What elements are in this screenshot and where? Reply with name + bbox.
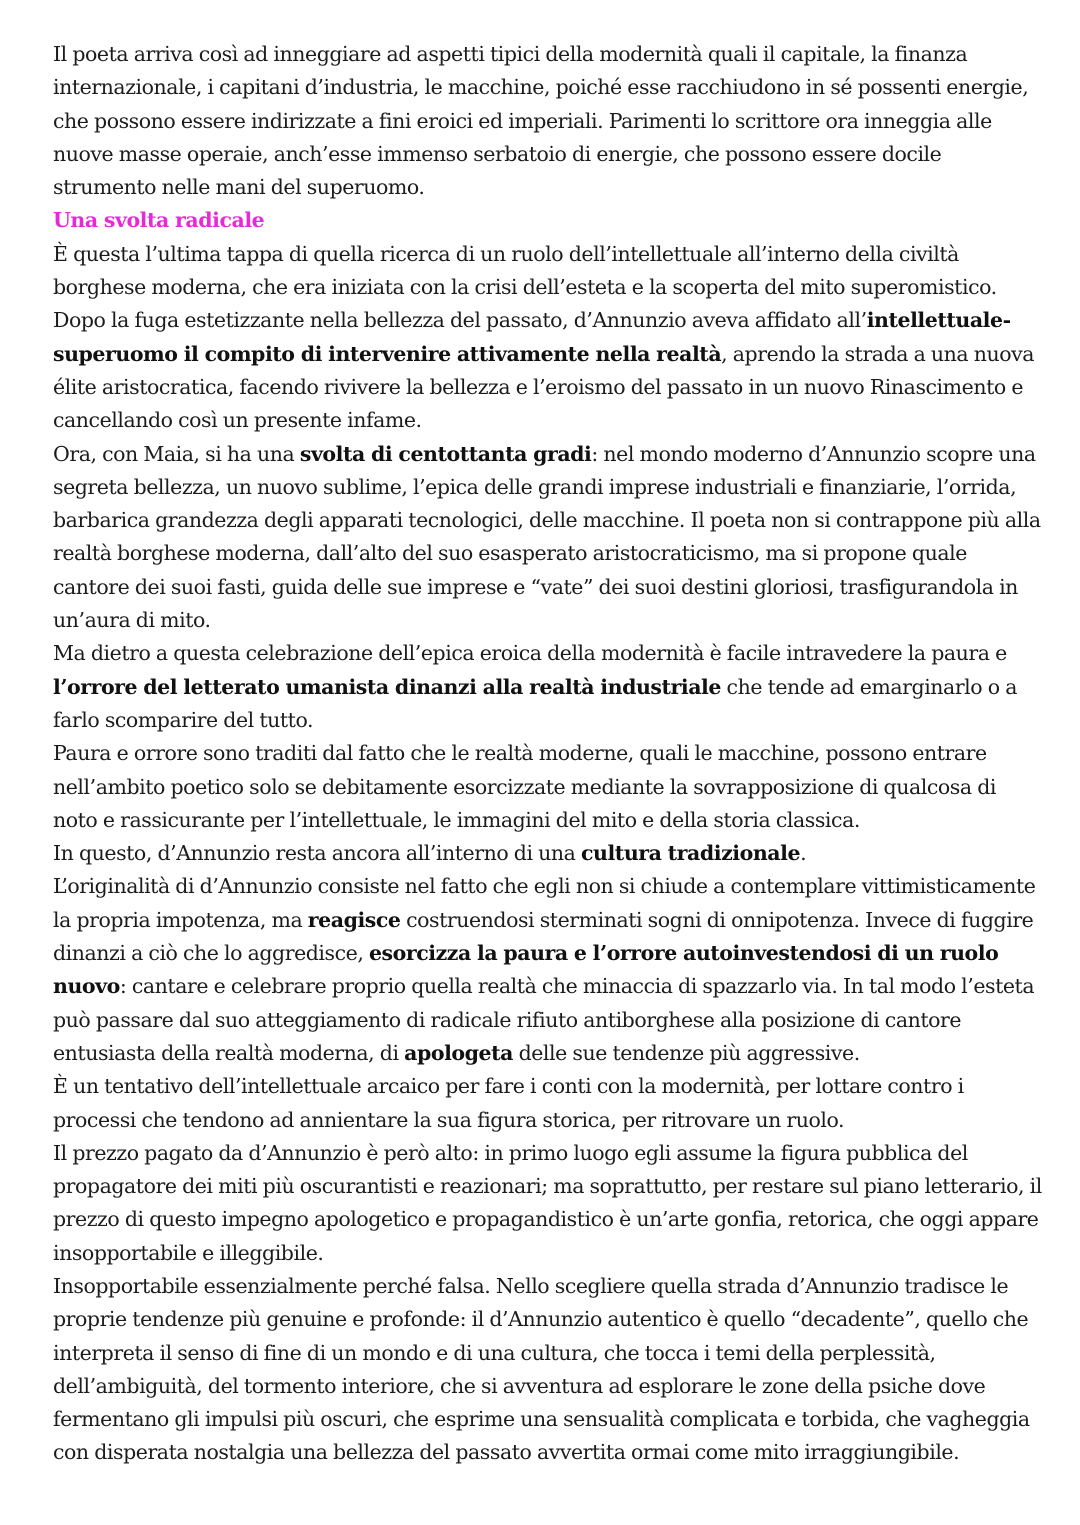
paragraph-tradition — [53, 837, 1043, 870]
text-run: : cantare e celebrare proprio quella realtà che minaccia di spazzarlo via. In tal modo l’esteta può passare dal suo atteggiamento di radicale rifiuto antiborghese alla posizione di cantore entusiasta della realtà moderna, di — [53, 974, 1035, 1065]
text-run: L’originalità di d’Annunzio consiste nel fatto che egli non si chiude a contemplare vittimisticamente la propria impotenza, ma — [53, 874, 1036, 932]
paragraph-superuomo — [53, 304, 1043, 437]
paragraph-maia — [53, 438, 1043, 638]
section-heading: Una svolta radicale — [53, 208, 265, 233]
bold-run: esorcizza la paura e l’orrore autoinvestendosi di un ruolo nuovo — [53, 941, 999, 999]
bold-run: reagisce — [307, 907, 401, 932]
bold-run: l’orrore del letterato umanista dinanzi alla realtà industriale — [53, 674, 721, 699]
bold-run: intellettuale-superuomo il compito di intervenire attivamente nella realtà — [53, 308, 1011, 366]
paragraph-exorcised: Paura e orrore sono traditi dal fatto che le realtà moderne, quali le macchine, possono entrare nell’ambito poetico solo se debitamente esorcizzate mediante la sovrapposizione di qualcosa di noto e rassicurante per l’intellettuale, le immagini del mito e della storia classica. — [53, 741, 996, 832]
text-run: che tende ad emarginarlo o a farlo scomparire del tutto. — [53, 674, 1017, 732]
text-run: : nel mondo moderno d’Annunzio scopre una segreta bellezza, un nuovo sublime, l’epica delle grandi imprese industriali e finanziarie, l’orrida, barbarica grandezza degli apparati tecnologici, delle macchine. Il poeta non si contrappone più alla realtà borghese moderna, dall’alto del suo esasperato aristocraticismo, ma si propone quale cantore dei suoi fasti, guida delle sue imprese e “vate” dei suoi destini gloriosi, trasfigurandola in un’aura di mito. — [53, 441, 1041, 633]
paragraph-attempt: È un tentativo dell’intellettuale arcaico per fare i conti con la modernità, per lottare contro i processi che tendono ad annientare la sua figura storica, per ritrovare un ruolo. — [53, 1074, 964, 1132]
text-run: , aprendo la strada a una nuova élite aristocratica, facendo rivivere la bellezza e l’eroismo del passato in un nuovo Rinascimento e cancellando così un presente infame. — [53, 341, 1035, 433]
text-run: Ora, con Maia, si ha una — [53, 441, 300, 466]
bold-run: apologeta — [404, 1040, 513, 1065]
paragraph-modernity: Il poeta arriva così ad inneggiare ad aspetti tipici della modernità quali il capitale, la finanza internazionale, i capitani d’industria, le macchine, poiché esse racchiudono in sé possenti energie, che possono essere indirizzate a fini eroici ed imperiali. Parimenti lo scrittore ora inneggia alle nuove masse operaie, anch’esse immenso serbatoio di energie, che possono essere docile strumento nelle mani del superuomo. — [53, 42, 1029, 200]
paragraph-last-stage: È questa l’ultima tappa di quella ricerca di un ruolo dell’intellettuale all’interno della civiltà borghese moderna, che era iniziata con la crisi dell’esteta e la scoperta del mito superomistico. — [53, 241, 997, 300]
text-run: . — [800, 841, 807, 866]
paragraph-price: Il prezzo pagato da d’Annunzio è però alto: in primo luogo egli assume la figura pubblica del propagatore dei miti più oscurantisti e reazionari; ma soprattutto, per restare sul piano letterario, il prezzo di questo impegno apologetico e propagandistico è un’arte gonfia, retorica, che oggi appare insopportabile e illeggibile. — [53, 1140, 1042, 1265]
bold-run: cultura tradizionale — [580, 841, 801, 866]
text-run: In questo, d’Annunzio resta ancora all’interno di una — [53, 841, 581, 866]
paragraph-originality — [53, 870, 1043, 1070]
bold-run: svolta di centottanta gradi — [299, 441, 592, 466]
paragraph-fear — [53, 637, 1043, 737]
text-run: costruendosi sterminati sogni di onnipotenza. Invece di fuggire dinanzi a ciò che lo aggredisce, — [53, 907, 1034, 966]
paragraph-insopportabile: Insopportabile essenzialmente perché falsa. Nello scegliere quella strada d’Annunzio tradisce le proprie tendenze più genuine e profonde: il d’Annunzio autentico è quello “decadente”, quello che interpreta il senso di fine di un mondo e di una cultura, che tocca i temi della perplessità, dell’ambiguità, del tormento interiore, che si avventura ad esplorare le zone della psiche dove fermentano gli impulsi più oscuri, che esprime una sensualità complicata e torbida, che vagheggia con disperata nostalgia una bellezza del passato avvertita ormai come mito irraggiungibile. — [53, 1273, 1030, 1465]
text-run: Ma dietro a questa celebrazione dell’epica eroica della modernità è facile intravedere la paura e — [53, 641, 1007, 666]
text-run: Dopo la fuga estetizzante nella bellezza del passato, d’Annunzio aveva affidato all’ — [53, 308, 867, 333]
document-page — [53, 38, 1043, 1470]
text-run: delle sue tendenze più aggressive. — [513, 1040, 860, 1065]
